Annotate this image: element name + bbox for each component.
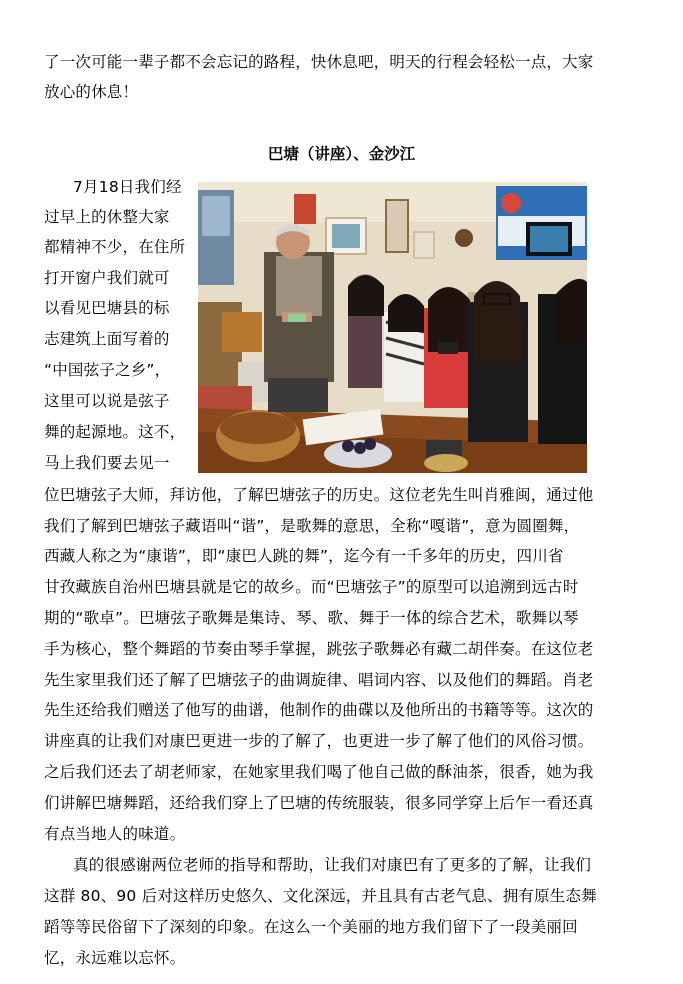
body-line-8: 先生还给我们赠送了他写的曲谱，他制作的曲碟以及他所出的书籍等等。这次的 (44, 701, 594, 719)
wrap-line-4: 打开窗户我们就可 (44, 269, 170, 287)
wrap-line-8: 这里可以说是弦子 (44, 392, 170, 410)
lecture-photo (198, 182, 587, 473)
wrap-line-1: 7月18日我们经 (73, 178, 182, 196)
wrap-line-6: 志建筑上面写着的 (44, 330, 170, 348)
closing-line-2: 这群 80、90 后对这样历史悠久、文化深远，并且具有古老气息、拥有原生态舞 (44, 887, 597, 905)
wrap-line-10: 马上我们要去见一 (44, 454, 170, 472)
wrap-line-5: 以看见巴塘县的标 (44, 299, 170, 317)
body-line-4: 甘孜藏族自治州巴塘县就是它的故乡。而“巴塘弦子”的原型可以追溯到远古时 (44, 578, 579, 596)
section-title: 巴塘（讲座）、金沙江 (267, 145, 416, 163)
body-line-2: 我们了解到巴塘弦子藏语叫“谐”，是歌舞的意思，全称“嘎谐”，意为圆圈舞， (44, 517, 580, 535)
wrap-line-9: 舞的起源地。这不， (44, 423, 186, 441)
intro-line-1: 了一次可能一辈子都不会忘记的路程，快休息吧，明天的行程会轻松一点，大家 (44, 53, 594, 71)
wrap-line-7: “中国弦子之乡”， (44, 361, 171, 379)
body-line-5: 期的“歌卓”。巴塘弦子歌舞是集诗、琴、歌、舞于一体的综合艺术，歌舞以琴 (44, 609, 579, 627)
closing-line-3: 蹈等等民俗留下了深刻的印象。在这么一个美丽的地方我们留下了一段美丽回 (44, 918, 578, 936)
body-line-10: 之后我们还去了胡老师家，在她家里我们喝了他自己做的酥油茶，很香，她为我 (44, 763, 594, 781)
closing-line-1: 真的很感谢两位老师的指导和帮助，让我们对康巴有了更多的了解，让我们 (73, 856, 592, 874)
body-line-12: 有点当地人的味道。 (44, 825, 186, 843)
intro-line-2: 放心的休息！ (44, 83, 139, 101)
body-line-6: 手为核心，整个舞蹈的节奏由琴手掌握，跳弦子歌舞必有藏二胡伴奏。在这位老 (44, 640, 594, 658)
wrap-line-3: 都精神不少，在住所 (44, 238, 186, 256)
body-line-1: 位巴塘弦子大师，拜访他，了解巴塘弦子的历史。这位老先生叫肖雅闽，通过他 (44, 486, 594, 504)
body-line-7: 先生家里我们还了解了巴塘弦子的曲调旋律、唱词内容、以及他们的舞蹈。肖老 (44, 671, 594, 689)
wrap-line-2: 过早上的休整大家 (44, 208, 170, 226)
body-line-3: 西藏人称之为“康谐”，即“康巴人跳的舞”，迄今有一千多年的历史，四川省 (44, 547, 564, 565)
closing-line-4: 忆，永远难以忘怀。 (44, 949, 186, 967)
body-line-9: 讲座真的让我们对康巴更进一步的了解了，也更进一步了解了他们的风俗习惯。 (44, 732, 594, 750)
body-line-11: 们讲解巴塘舞蹈，还给我们穿上了巴塘的传统服装，很多同学穿上后乍一看还真 (44, 794, 594, 812)
